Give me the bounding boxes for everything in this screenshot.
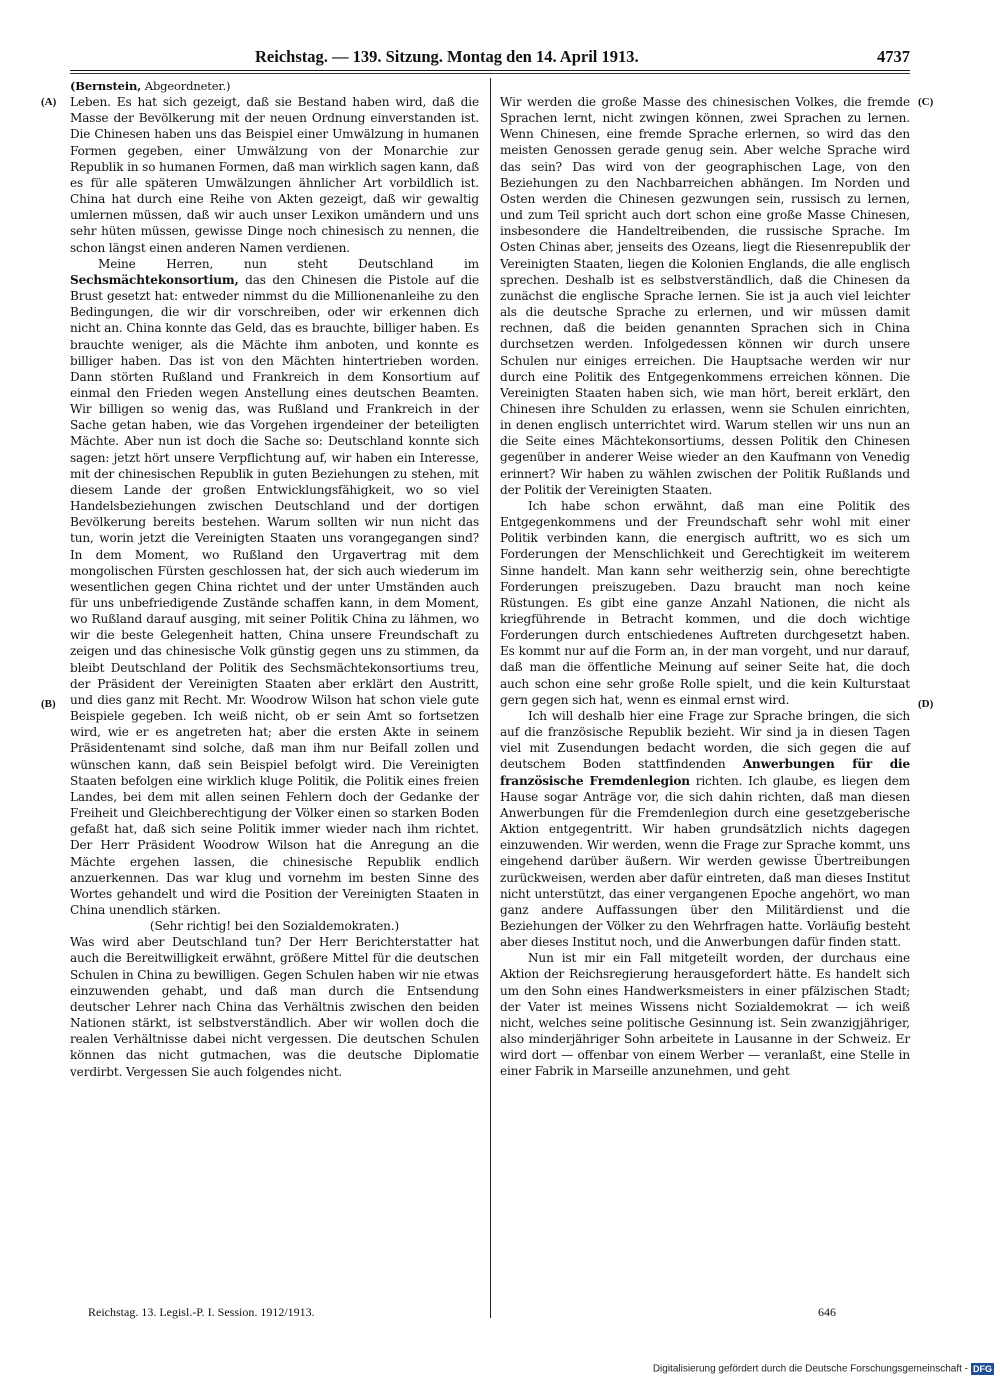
- header-title: Reichstag. — 139. Sitzung. Montag den 14. April 1913.: [255, 47, 639, 66]
- margin-mark-c: (C): [918, 96, 934, 108]
- paragraph: Ich habe schon erwähnt, daß man eine Politik des Entgegenkommens und der Freundschaft sehr wohl mit einer Politik verbinden kann, die energisch auftritt, wo es sich um Forderungen der Menschlichkeit und Gerechtigkeit im weiterem Sinne handelt. Man kann sehr weitherzig sein, ohne berechtigte Forderungen preiszugeben. Dazu braucht man noch keine Rüstungen. Es gibt eine ganze Anzahl Nationen, die nicht als kriegführende in Betracht kommen, und die doch wichtige Forderungen durch entschiedenes Auftreten durchgesetzt haben. Es kommt nur auf die Form an, in der man vorgeht, und nur darauf, daß man die öffentliche Meinung auf seiner Seite hat, die doch auch schon eine sehr große Rolle spielt, und die kein Kulturstaat gern gegen sich hat, wenn es einmal ernst wird.: [500, 498, 910, 707]
- emphasis-term: Anwerbungen für die französische Fremdenlegion: [500, 757, 911, 788]
- margin-mark-b: (B): [41, 698, 56, 710]
- speaker-role: Abgeordneter.): [144, 79, 231, 93]
- paragraph: Nun ist mir ein Fall mitgeteilt worden, der durchaus eine Aktion der Reichsregierung herausgefordert hätte. Es handelt sich um den Sohn eines Handwerksmeisters in einer pfälzischen Stadt; der Vater ist meines Wissens nicht Sozialdemokrat — ich weiß nicht, welches seine politische Gesinnung ist. Sein zwanzigjähriger, also minderjähriger Sohn arbeitete in Lausanne in der Schweiz. Er wird dort — offenbar von einem Werber — veranlaßt, eine Stelle in einer Fabrik in Marseille anzunehmen, und geht: [500, 951, 910, 1079]
- footer-left: Reichstag. 13. Legisl.-P. I. Session. 1912/1913.: [88, 1305, 315, 1319]
- header-rule-thin: [70, 73, 910, 74]
- paragraph: Leben. Es hat sich gezeigt, daß sie Bestand haben wird, daß die Masse der Bevölkerung mit der neuen Ordnung einverstanden ist. Die Chinesen haben uns das Beispiel einer Umwälzung in humanen Formen gegeben, einer Umwälzung von der Monarchie zur Republik in so humanen Formen, daß man wirklich sagen kann, daß es für alle späteren Umwälzungen ähnlicher Art vorbildlich ist. China hat durch eine Reihe von Akten gezeigt, daß wir gewaltig umlernen müssen, daß wir auch unser Lexikon umändern und uns sehr hüten müssen, gewisse Dinge noch chinesisch zu nennen, die schon längst einen anderen Namen verdienen.: [70, 95, 479, 255]
- page-header: [70, 47, 910, 71]
- footer-sheet-number: 646: [818, 1305, 836, 1319]
- speaker-line: [70, 78, 479, 94]
- header-rule: [70, 70, 910, 71]
- digitization-credit: [653, 1363, 994, 1375]
- speaker-name: (Bernstein,: [70, 79, 142, 93]
- paragraph-text: richten. Ich glaube, es liegen dem Hause sogar Anträge vor, die sich dahin richten, daß man diesen Anwerbungen für die Fremdenlegion durch eine gesetzgeberische Aktion entgegentritt. Wir haben grundsätzlich nichts dagegen einzuwenden. Wir werden, wenn die Frage zur Sprache kommt, uns eingehend darüber äußern. Wir werden gewisse Übertreibungen zurückweisen, werden aber dafür eintreten, daß man dieses Institut nicht unterstützt, das einer vergangenen Epoche angehört, wo man ganz andere Auffassungen über den Militärdienst und die Beziehungen der Völker zu den Wehrfragen hatte. Vorläufig besteht aber dieses Institut noch, und die Anwerbungen dafür finden statt.: [500, 773, 910, 950]
- margin-mark-d: (D): [918, 698, 934, 710]
- page-number: 4737: [877, 47, 910, 66]
- paragraph: [70, 256, 479, 918]
- emphasis-term: Sechsmächtekonsortium,: [70, 272, 239, 287]
- dfg-logo: DFG: [973, 1364, 992, 1374]
- right-column: [500, 94, 910, 1080]
- column-divider: [490, 78, 491, 1318]
- paragraph: Was wird aber Deutschland tun? Der Herr Berichterstatter hat auch die Bereitwilligkeit erwähnt, größere Mittel für die deutschen Schulen in China zu bewilligen. Gegen Schulen haben wir nie etwas einzuwenden gehabt, und daß man durch die Entsendung deutscher Lehrer nach China das Verhältnis zwischen den beiden Nationen stärkt, ist selbstverständlich. Aber wir wollen doch die realen Verhältnisse dabei nicht vergessen. Die deutschen Schulen können das nicht gutmachen, was die deutsche Diplomatie verdirbt. Vergessen Sie auch folgendes nicht.: [70, 935, 479, 1079]
- paragraph: Wir werden die große Masse des chinesischen Volkes, die fremde Sprachen lernt, nicht zwingen können, zwei Sprachen zu lernen. Wenn Chinesen, eine fremde Sprache erlernen, so wird das den meisten Genossen gerade genug sein. Aber welche Sprache wird das sein? Das wird von der geographischen Lage, von den Beziehungen zu den Nachbarreichen abhängen. Im Norden und Osten werden die Chinesen gezwungen sein, russisch zu lernen, und zum Teil spricht auch dort schon eine große Masse Chinesen, insbesondere die Handeltreibenden, die russische Sprache. Im Osten Chinas aber, jenseits des Ozeans, liegt die Riesenrepublik der Vereinigten Staaten, liegen die Kolonien Englands, die alle englisch sprechen. Deshalb ist es selbstverständlich, daß die Chinesen da zunächst die englische Sprache lernen. Sie ist ja auch viel leichter als die deutsche Sprache zu erlernen, und wir müssen damit rechnen, daß die beiden genannten Sprachen sich in China durchsetzen werden. Infolgedessen können wir durch unsere Schulen nur einiges erreichen. Die Hauptsache werden wir nur durch eine Politik des Entgegenkommens erreichen können. Die Vereinigten Staaten haben sich, wie man hört, bereit erklärt, den Chinesen ihre Schulden zu erlassen, wenn sie Schulen einrichten, in denen englisch unterrichtet wird. Warum stellen wir uns nun an die Seite eines Mächtekonsortiums, dessen Politik den Chinesen gegenüber in anderer Weise wieder an den Kaufmann von Venedig erinnert? Wir haben zu wählen zwischen der Politik Rußlands und der Politik der Vereinigten Staaten.: [500, 95, 910, 497]
- credit-text: Digitalisierung gefördert durch die Deutsche Forschungsgemeinschaft -: [652, 1363, 968, 1375]
- paragraph-text: Meine Herren, nun steht Deutschland im: [98, 256, 479, 271]
- paragraph: [500, 708, 910, 950]
- margin-mark-a: (A): [41, 96, 57, 108]
- paragraph-text: das den Chinesen die Pistole auf die Brust gesetzt hat: entweder nimmst du die Millionenanleihe zu den Bedingungen, die wir dir vorschreiben, oder wir erkennen dich nicht an. China konnte das Geld, das es brauchte, billiger haben. Es brauchte weniger, als die Mächte ihm anboten, und konnte es billiger haben. Das ist von den Mächten hintertrieben worden. Dann störten Rußland und Frankreich in dem Konsortium auf einmal den Frieden wegen Anstellung eines deutschen Beamten. Wir billigen so wenig das, was Rußland und Frankreich in der Sache getan haben, wie das Vorgehen irgendeiner der beteiligten Mächte. Aber nun ist doch die Sache so: Deutschland konnte sich sagen: jetzt hört unsere Verpflichtung auf, wir haben ein Interesse, mit der chinesischen Republik in guten Beziehungen zu stehen, mit diesem Lande der großen Entwicklungsfähigkeit, wo so viel Handelsbeziehungen zwischen Deutschland und der dortigen Bevölkerung bereits bestehen. Warum sollten wir nun nicht das tun, worin jetzt die Vereinigten Staaten uns vorangegangen sind? In dem Moment, wo Rußland den Urgavertrag mit dem mongolischen Fürsten geschlossen hat, der sich auch wiederum im wesentlichen gegen China richtet und der unter Umständen auch für uns unbefriedigende Zustände schaffen kann, in dem Moment, wo Rußland darauf ausging, mit seiner Politik China zu lähmen, wo wir die beste Gelegenheit hatten, China unsere Freundschaft zu zeigen und das chinesische Volk günstig gegen uns zu stimmen, da bleibt Deutschland der Politik des Sechsmächtekonsortiums treu, der Präsident der Vereinigten Staaten aber erklärt den Austritt, und dies ganz mit Recht. Mr. Woodrow Wilson hat schon viele gute Beispiele gegeben. Ich weiß nicht, ob er sein Amt so fortsetzen wird, wie er es angetreten hat; aber die ersten Akte in seinem Präsidentenamt sind solche, daß man ihm nur Beifall zollen und wünschen kann, daß sein Beispiel befolgt wird. Die Vereinigten Staaten befolgen eine wirklich kluge Politik, die Politik eines freien Landes, bei dem mit allen seinen Fehlern doch der Gedanke der Freiheit und Gleichberechtigung der Völker einen so starken Boden gefaßt hat, daß sich seine Politik immer wieder nach ihm richtet. Der Herr Präsident Woodrow Wilson hat die Anregung an die Mächte ergehen lassen, die chinesische Republik endlich anzuerkennen. Das war klug und vornehm im besten Sinne des Wortes gehandelt und wird die Position der Vereinigten Staaten in China unendlich stärken.: [70, 272, 479, 917]
- interjection: (Sehr richtig! bei den Sozialdemokraten.): [149, 919, 400, 934]
- left-column: [70, 78, 479, 1080]
- paragraph-text: Ich will deshalb hier eine Frage zur Sprache bringen, die sich auf die französische Republik bezieht. Wir sind ja in diesen Tagen viel mit Zusendungen bedacht worden, die sich gegen die auf deutschem Boden stattfindenden: [500, 708, 910, 772]
